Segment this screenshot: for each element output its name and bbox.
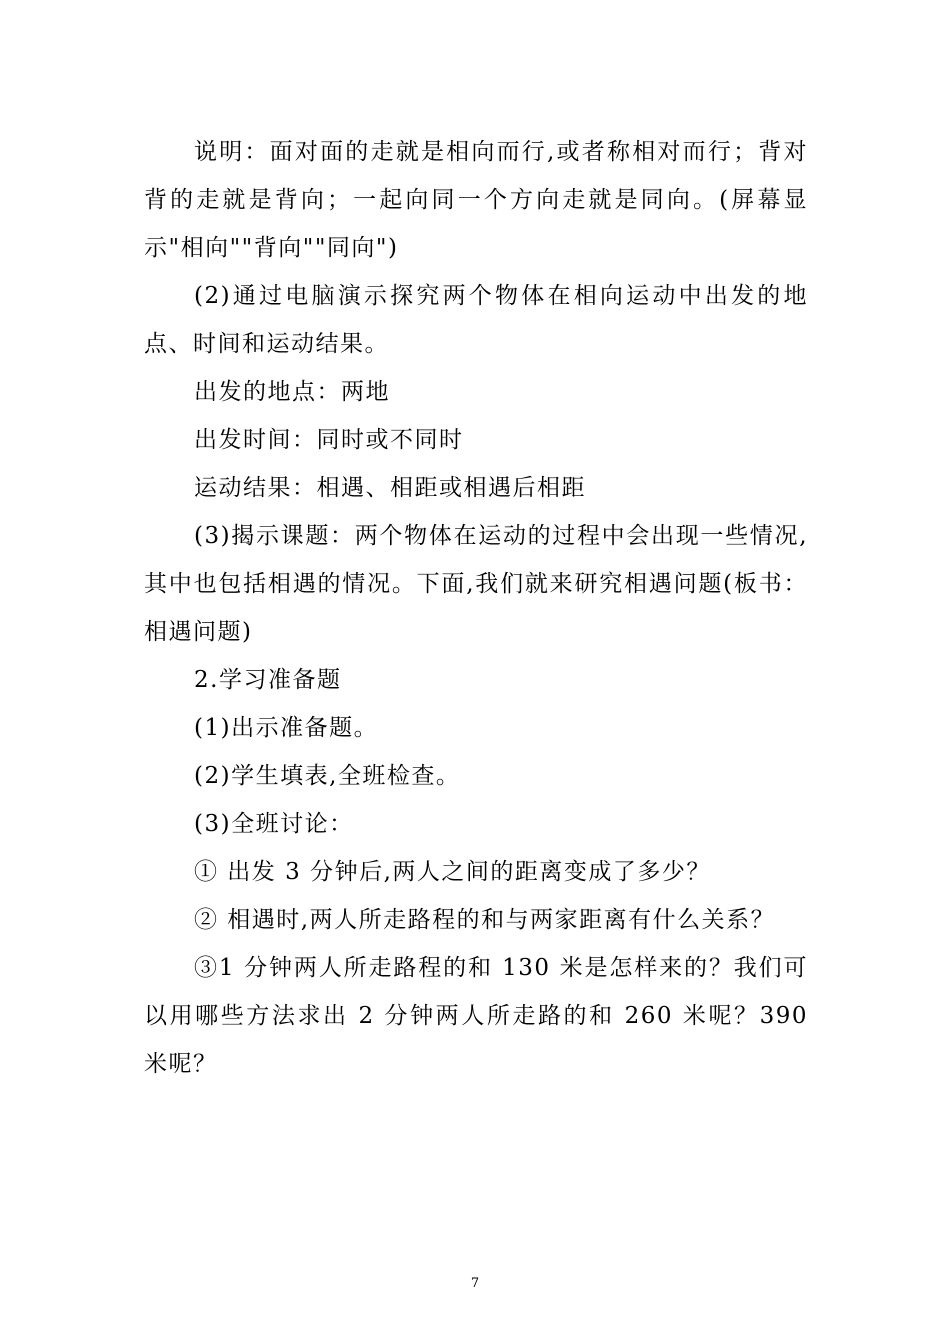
paragraph-question-2: ② 相遇时,两人所走路程的和与两家距离有什么关系？ [194, 907, 776, 933]
paragraph-explanation: 说明：面对面的走就是相向而行,或者称相对而行；背对背的走就是背向；一起向同一个方向走就是同向。(屏幕显示"相向""背向""同向") [144, 139, 808, 261]
paragraph-demo: (2)通过电脑演示探究两个物体在相向运动中出发的地点、时间和运动结果。 [144, 283, 808, 357]
paragraph-question-1: ① 出发 3 分钟后,两人之间的距离变成了多少？ [194, 859, 711, 885]
paragraph-start-time: 出发时间：同时或不同时 [194, 427, 464, 453]
paragraph-section-heading: 2.学习准备题 [194, 667, 342, 693]
paragraph-step-2: (2)学生填表,全班检查。 [194, 763, 461, 789]
paragraph-question-3: ③1 分钟两人所走路程的和 130 米是怎样来的？我们可以用哪些方法求出 2 分钟两人所走路的和 260 米呢？390 米呢？ [144, 955, 808, 1077]
paragraph-reveal-topic: (3)揭示课题：两个物体在运动的过程中会出现一些情况,其中也包括相遇的情况。下面,我们就来研究相遇问题(板书：相遇问题) [144, 523, 808, 645]
document-body [144, 128, 808, 1088]
paragraph-step-1: (1)出示准备题。 [194, 715, 379, 741]
paragraph-step-3: (3)全班讨论： [194, 811, 354, 837]
paragraph-start-place: 出发的地点：两地 [194, 379, 390, 405]
page-number: 7 [470, 1276, 480, 1291]
paragraph-motion-result: 运动结果：相遇、相距或相遇后相距 [194, 475, 586, 501]
